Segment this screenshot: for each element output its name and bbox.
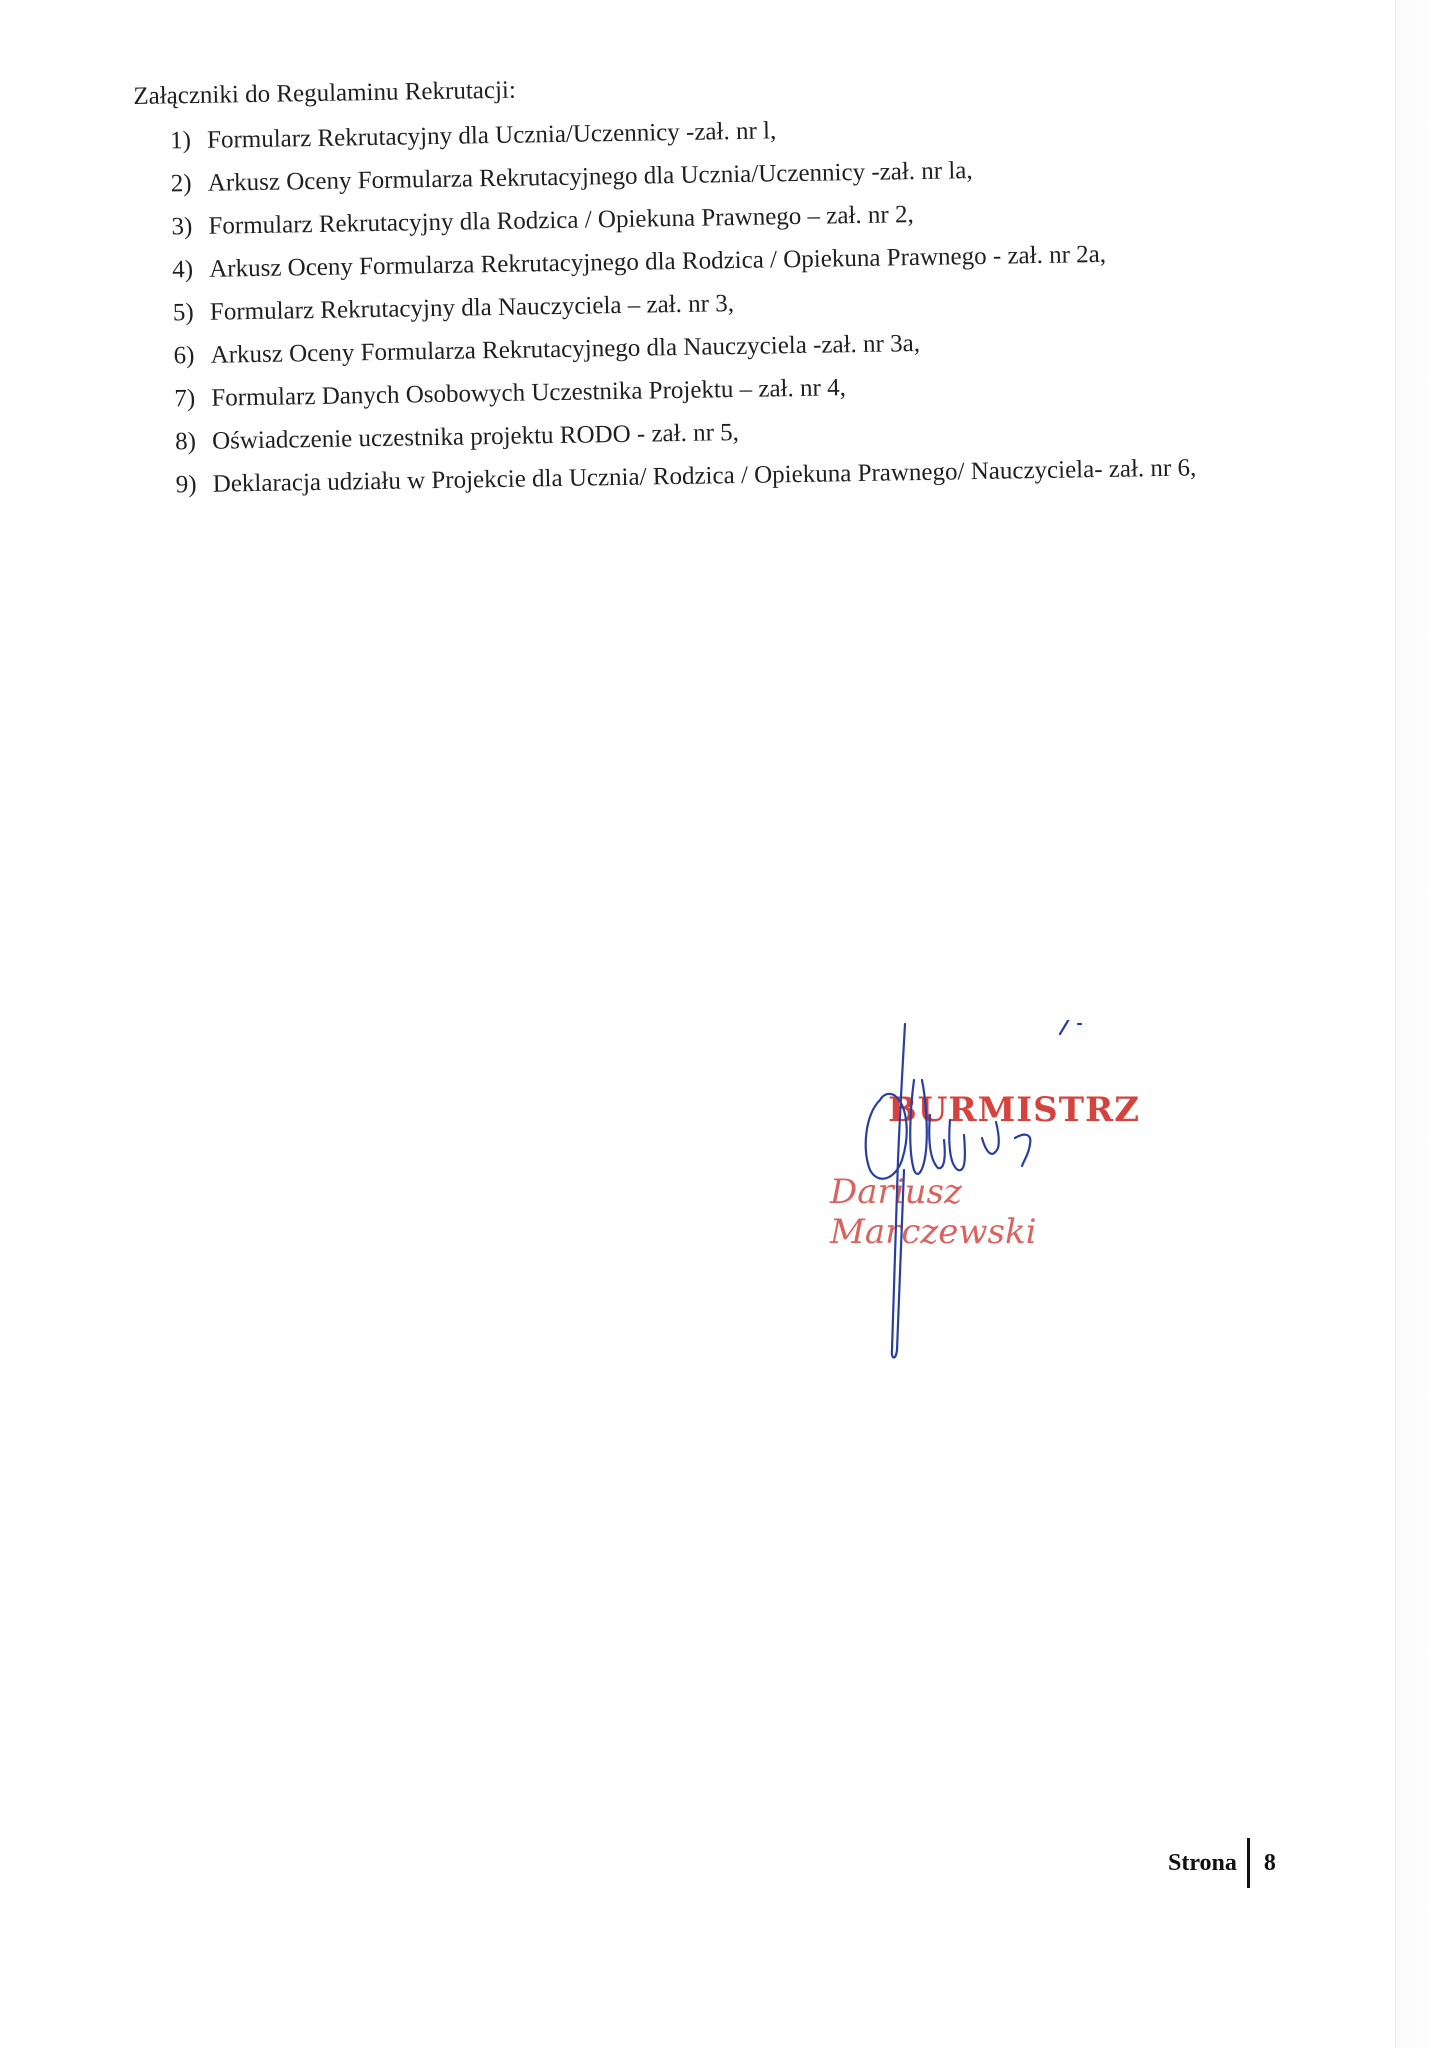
item-text: Arkusz Oceny Formularza Rekrutacyjnego dla Ucznia/Uczennicy -zał. nr la, <box>207 157 973 197</box>
item-number: 1) <box>169 127 192 155</box>
scan-edge <box>1395 0 1448 2048</box>
footer-divider <box>1247 1838 1250 1888</box>
attachments-section <box>133 56 1320 507</box>
item-number: 8) <box>174 428 197 456</box>
item-text: Oświadczenie uczestnika projektu RODO - zał. nr 5, <box>211 419 740 455</box>
item-text: Formularz Rekrutacyjny dla Ucznia/Uczennicy -zał. nr l, <box>206 117 777 154</box>
item-number: 3) <box>171 213 193 241</box>
page-footer <box>1168 1838 1276 1888</box>
item-number: 4) <box>171 256 194 284</box>
item-text: Arkusz Oceny Formularza Rekrutacyjnego dla Nauczyciela -zał. nr 3a, <box>210 329 921 369</box>
item-text: Formularz Danych Osobowych Uczestnika Projektu – zał. nr 4, <box>211 374 847 412</box>
item-text: Deklaracja udziału w Projekcie dla Ucznia/ Rodzica / Opiekuna Prawnego/ Nauczyciela- zał. nr 6, <box>212 454 1197 498</box>
stamp-name: Dariusz Marczewski <box>830 1172 1037 1252</box>
stamp-title: BURMISTRZ <box>888 1090 1141 1130</box>
item-number: 2) <box>170 170 192 198</box>
page-label: Strona <box>1168 1849 1237 1876</box>
attachments-heading: Załączniki do Regulaminu Rekrutacji: <box>133 76 517 110</box>
item-text: Formularz Rekrutacyjny dla Nauczyciela – zał. nr 3, <box>209 290 735 326</box>
item-number: 6) <box>173 342 195 370</box>
attachments-list <box>134 100 1320 507</box>
item-number: 9) <box>175 471 197 499</box>
item-number: 7) <box>174 385 196 413</box>
item-number: 5) <box>172 299 194 327</box>
mayor-stamp <box>810 1020 1170 1380</box>
item-text: Formularz Rekrutacyjny dla Rodzica / Opiekuna Prawnego – zał. nr 2, <box>208 201 914 240</box>
handwritten-signature <box>810 1020 1170 1380</box>
page-number: 8 <box>1263 1849 1276 1876</box>
item-text: Arkusz Oceny Formularza Rekrutacyjnego dla Rodzica / Opiekuna Prawnego - zał. nr 2a, <box>208 240 1107 283</box>
